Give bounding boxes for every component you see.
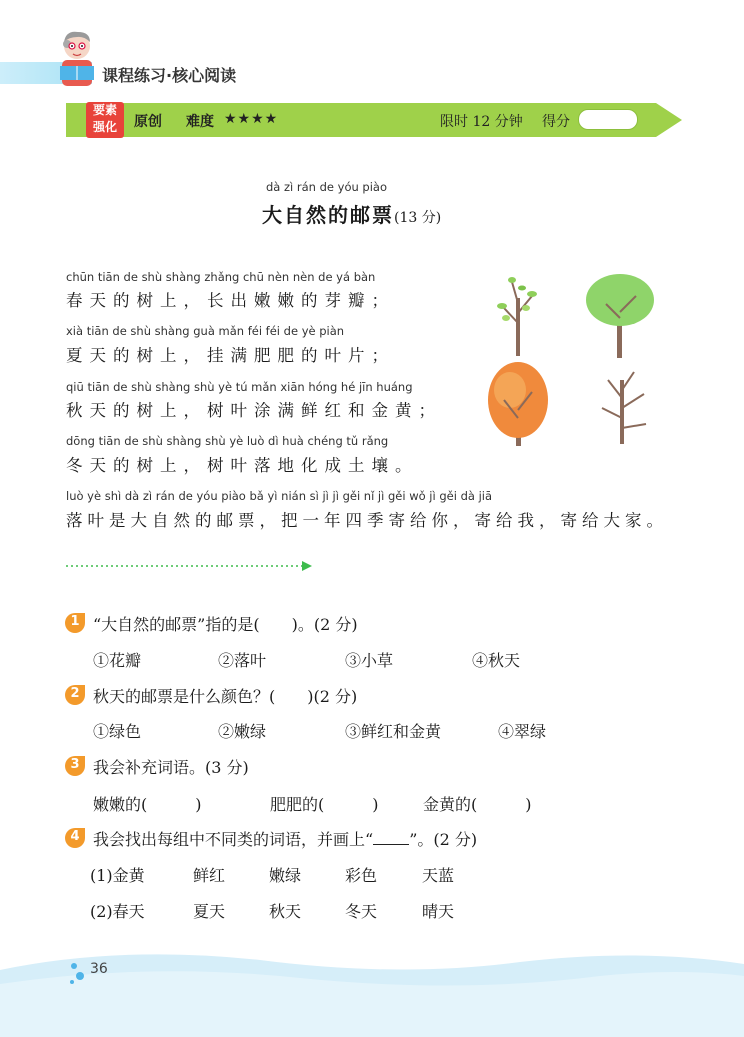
word-option[interactable]: 鲜红	[193, 866, 226, 885]
question-2-option[interactable]: ②嫩绿	[218, 722, 267, 741]
poem-pinyin: xià tiān de shù shàng guà mǎn féi féi de yè piàn	[66, 324, 345, 338]
dotted-arrow-divider	[64, 560, 314, 572]
word-option[interactable]: (1)金黄	[90, 866, 145, 885]
question-number-badge: 3	[64, 755, 86, 777]
title-score: (13 分)	[394, 210, 442, 226]
poem-line: 秋天的树上，树叶涂满鲜红和金黄；	[66, 401, 442, 420]
word-option[interactable]: 天蓝	[422, 866, 455, 885]
poem-line: 落叶是大自然的邮票，把一年四季寄给你，寄给我，寄给大家。	[66, 511, 668, 530]
poem-line: 冬天的树上，树叶落地化成土壤。	[66, 456, 419, 475]
word-option[interactable]: 夏天	[193, 902, 226, 921]
poem-line: 夏天的树上，挂满肥肥的叶片；	[66, 346, 395, 365]
score-field[interactable]	[578, 109, 638, 130]
question-1-option[interactable]: ②落叶	[218, 651, 267, 670]
question-2-option[interactable]: ④翠绿	[498, 722, 547, 741]
question-2-option[interactable]: ①绿色	[93, 722, 142, 741]
fill-blank-item[interactable]: 嫩嫩的( )	[93, 795, 202, 814]
question-4-text: 我会找出每组中不同类的词语，并画上“ ”。(2 分)	[93, 830, 478, 849]
footer-wave-decoration	[0, 940, 744, 1037]
autumn-tree-icon	[488, 362, 548, 446]
word-option[interactable]: 冬天	[345, 902, 378, 921]
question-number-badge: 1	[64, 612, 86, 634]
word-option[interactable]: 晴天	[422, 902, 455, 921]
word-option[interactable]: 嫩绿	[269, 866, 302, 885]
question-2-option[interactable]: ③鲜红和金黄	[345, 722, 442, 741]
poem-pinyin: dōng tiān de shù shàng shù yè luò dì huà chéng tǔ rǎng	[66, 434, 389, 448]
question-3-text: 我会补充词语。(3 分)	[93, 758, 249, 777]
spring-tree-icon	[497, 277, 537, 356]
poem-pinyin: luò yè shì dà zì rán de yóu piào bǎ yì nián sì jì jì gěi nǐ jì gěi wǒ jì gěi dà jiā	[66, 489, 493, 503]
underline-sample	[373, 830, 409, 845]
label-difficulty: 难度	[186, 114, 214, 130]
word-option[interactable]: (2)春天	[90, 902, 145, 921]
question-number-badge: 2	[64, 684, 86, 706]
title-pinyin: dà zì rán de yóu piào	[266, 180, 388, 194]
score-label: 得分	[542, 114, 570, 130]
poem-pinyin: chūn tiān de shù shàng zhǎng chū nèn nèn de yá bàn	[66, 270, 376, 284]
word-option[interactable]: 秋天	[269, 902, 302, 921]
question-1-option[interactable]: ③小草	[345, 651, 394, 670]
badge-key-element: 要素 强化	[86, 102, 124, 138]
winter-tree-icon	[602, 372, 646, 444]
question-1-option[interactable]: ④秋天	[472, 651, 521, 670]
difficulty-stars: ★★★★	[224, 111, 279, 127]
word-option[interactable]: 彩色	[345, 866, 378, 885]
four-seasons-trees-illustration	[482, 268, 668, 458]
question-number-badge: 4	[64, 827, 86, 849]
fill-blank-item[interactable]: 金黄的( )	[423, 795, 532, 814]
page-title: 大自然的邮票(13 分)	[262, 203, 442, 227]
question-1-option[interactable]: ①花瓣	[93, 651, 142, 670]
page-number: 36	[90, 961, 108, 977]
poem-pinyin: qiū tiān de shù shàng shù yè tú mǎn xiān hóng hé jīn huáng	[66, 380, 413, 394]
fill-blank-item[interactable]: 肥肥的( )	[270, 795, 379, 814]
question-2-text: 秋天的邮票是什么颜色？( )(2 分)	[93, 687, 358, 706]
label-original: 原创	[134, 114, 162, 130]
series-title: 课程练习·核心阅读	[102, 66, 237, 85]
question-1-text: “大自然的邮票”指的是( )。(2 分)	[93, 615, 358, 634]
mascot-reading-icon	[54, 28, 100, 88]
summer-tree-icon	[586, 274, 654, 358]
time-limit: 限时 12 分钟	[440, 114, 523, 130]
poem-line: 春天的树上，长出嫩嫩的芽瓣；	[66, 291, 395, 310]
